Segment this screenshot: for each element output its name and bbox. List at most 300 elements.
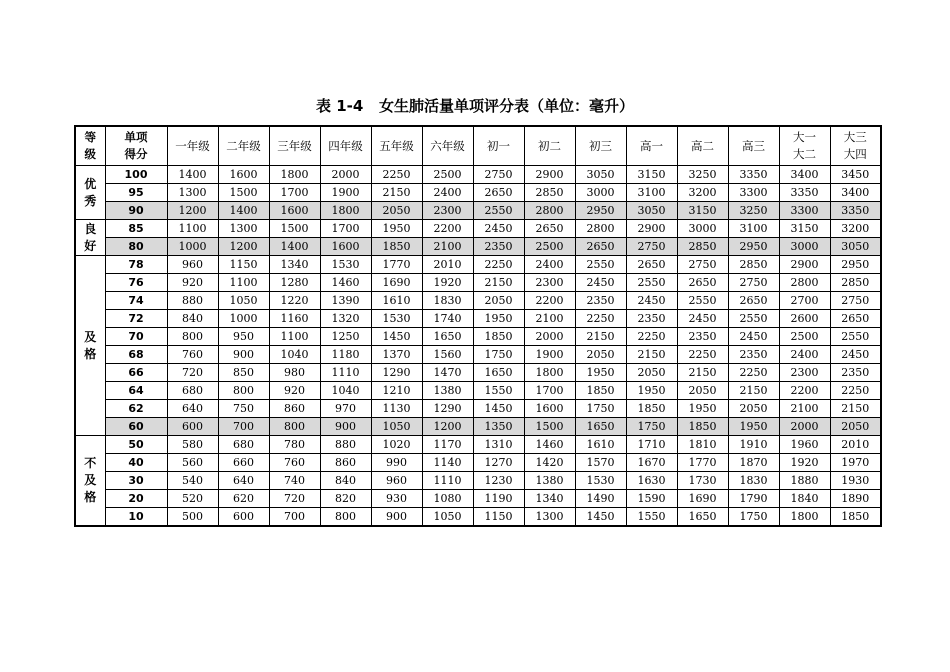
score-cell: 60 (105, 418, 167, 436)
column-header: 大一 大二 (779, 126, 830, 166)
value-cell: 3150 (626, 166, 677, 184)
value-cell: 1950 (728, 418, 779, 436)
value-cell: 2700 (779, 292, 830, 310)
value-cell: 750 (218, 400, 269, 418)
score-cell: 80 (105, 238, 167, 256)
column-header: 六年级 (422, 126, 473, 166)
value-cell: 2650 (575, 238, 626, 256)
value-cell: 3100 (728, 220, 779, 238)
table-row (75, 454, 881, 472)
page-title: 表 1-4 女生肺活量单项评分表（单位：毫升） (316, 97, 634, 115)
value-cell: 1040 (269, 346, 320, 364)
value-cell: 1110 (422, 472, 473, 490)
value-cell: 1130 (371, 400, 422, 418)
value-cell: 2000 (779, 418, 830, 436)
column-header: 二年级 (218, 126, 269, 166)
value-cell: 2300 (422, 202, 473, 220)
value-cell: 2250 (371, 166, 422, 184)
value-cell: 2800 (575, 220, 626, 238)
value-cell: 2050 (473, 292, 524, 310)
value-cell: 1850 (830, 508, 881, 527)
value-cell: 1950 (626, 382, 677, 400)
value-cell: 1810 (677, 436, 728, 454)
value-cell: 3000 (575, 184, 626, 202)
table-row (75, 364, 881, 382)
value-cell: 1790 (728, 490, 779, 508)
value-cell: 3250 (677, 166, 728, 184)
header-row (75, 126, 881, 166)
value-cell: 1910 (728, 436, 779, 454)
value-cell: 1380 (524, 472, 575, 490)
value-cell: 850 (218, 364, 269, 382)
value-cell: 1850 (371, 238, 422, 256)
value-cell: 1220 (269, 292, 320, 310)
value-cell: 2450 (473, 220, 524, 238)
value-cell: 2350 (830, 364, 881, 382)
value-cell: 760 (269, 454, 320, 472)
value-cell: 1890 (830, 490, 881, 508)
value-cell: 800 (218, 382, 269, 400)
value-cell: 820 (320, 490, 371, 508)
table-row (75, 400, 881, 418)
value-cell: 2000 (320, 166, 371, 184)
value-cell: 500 (167, 508, 218, 527)
value-cell: 3300 (779, 202, 830, 220)
table-row (75, 346, 881, 364)
value-cell: 1930 (830, 472, 881, 490)
value-cell: 700 (269, 508, 320, 527)
table-row (75, 436, 881, 454)
value-cell: 2850 (830, 274, 881, 292)
column-header: 初一 (473, 126, 524, 166)
value-cell: 740 (269, 472, 320, 490)
value-cell: 1450 (371, 328, 422, 346)
value-cell: 620 (218, 490, 269, 508)
value-cell: 680 (167, 382, 218, 400)
table-row (75, 274, 881, 292)
table-row (75, 202, 881, 220)
value-cell: 1080 (422, 490, 473, 508)
value-cell: 1800 (269, 166, 320, 184)
value-cell: 1850 (677, 418, 728, 436)
value-cell: 1380 (422, 382, 473, 400)
value-cell: 2300 (524, 274, 575, 292)
value-cell: 1630 (626, 472, 677, 490)
value-cell: 1100 (269, 328, 320, 346)
value-cell: 1730 (677, 472, 728, 490)
value-cell: 2950 (728, 238, 779, 256)
value-cell: 540 (167, 472, 218, 490)
value-cell: 1420 (524, 454, 575, 472)
value-cell: 1650 (677, 508, 728, 527)
value-cell: 2550 (575, 256, 626, 274)
value-cell: 920 (167, 274, 218, 292)
value-cell: 2050 (677, 382, 728, 400)
table-row (75, 292, 881, 310)
value-cell: 1020 (371, 436, 422, 454)
value-cell: 2450 (830, 346, 881, 364)
value-cell: 2250 (677, 346, 728, 364)
value-cell: 2800 (524, 202, 575, 220)
value-cell: 2150 (677, 364, 728, 382)
value-cell: 1900 (320, 184, 371, 202)
value-cell: 1900 (524, 346, 575, 364)
value-cell: 1650 (473, 364, 524, 382)
value-cell: 1200 (218, 238, 269, 256)
header-grade: 等 级 (75, 126, 105, 166)
value-cell: 1160 (269, 310, 320, 328)
value-cell: 2400 (524, 256, 575, 274)
value-cell: 1300 (167, 184, 218, 202)
value-cell: 880 (320, 436, 371, 454)
value-cell: 1870 (728, 454, 779, 472)
value-cell: 2050 (626, 364, 677, 382)
value-cell: 800 (269, 418, 320, 436)
value-cell: 1600 (269, 202, 320, 220)
value-cell: 2150 (473, 274, 524, 292)
value-cell: 3150 (677, 202, 728, 220)
value-cell: 2450 (626, 292, 677, 310)
column-header: 大三 大四 (830, 126, 881, 166)
value-cell: 2250 (575, 310, 626, 328)
value-cell: 640 (167, 400, 218, 418)
value-cell: 1530 (575, 472, 626, 490)
column-header: 高三 (728, 126, 779, 166)
value-cell: 3000 (779, 238, 830, 256)
table-row (75, 328, 881, 346)
value-cell: 800 (320, 508, 371, 527)
value-cell: 1040 (320, 382, 371, 400)
table-row (75, 472, 881, 490)
value-cell: 1000 (167, 238, 218, 256)
value-cell: 2850 (677, 238, 728, 256)
value-cell: 1200 (167, 202, 218, 220)
value-cell: 1230 (473, 472, 524, 490)
value-cell: 1700 (269, 184, 320, 202)
table-row (75, 238, 881, 256)
value-cell: 1950 (575, 364, 626, 382)
value-cell: 1050 (371, 418, 422, 436)
value-cell: 1800 (320, 202, 371, 220)
score-cell: 50 (105, 436, 167, 454)
value-cell: 1830 (728, 472, 779, 490)
value-cell: 2000 (524, 328, 575, 346)
table-row (75, 418, 881, 436)
value-cell: 930 (371, 490, 422, 508)
value-cell: 1750 (626, 418, 677, 436)
value-cell: 3050 (830, 238, 881, 256)
value-cell: 2650 (524, 220, 575, 238)
value-cell: 2100 (524, 310, 575, 328)
value-cell: 2750 (626, 238, 677, 256)
score-cell: 68 (105, 346, 167, 364)
value-cell: 1500 (218, 184, 269, 202)
value-cell: 2650 (830, 310, 881, 328)
value-cell: 1370 (371, 346, 422, 364)
value-cell: 1490 (575, 490, 626, 508)
value-cell: 2950 (575, 202, 626, 220)
score-cell: 78 (105, 256, 167, 274)
value-cell: 2550 (473, 202, 524, 220)
value-cell: 2900 (779, 256, 830, 274)
value-cell: 2250 (473, 256, 524, 274)
score-cell: 72 (105, 310, 167, 328)
value-cell: 2550 (626, 274, 677, 292)
table-row (75, 508, 881, 527)
score-cell: 95 (105, 184, 167, 202)
value-cell: 2850 (524, 184, 575, 202)
value-cell: 1450 (575, 508, 626, 527)
value-cell: 2750 (830, 292, 881, 310)
score-cell: 90 (105, 202, 167, 220)
value-cell: 1290 (422, 400, 473, 418)
value-cell: 1590 (626, 490, 677, 508)
value-cell: 1610 (371, 292, 422, 310)
score-table (74, 125, 882, 527)
value-cell: 1280 (269, 274, 320, 292)
value-cell: 2550 (830, 328, 881, 346)
value-cell: 1180 (320, 346, 371, 364)
value-cell: 1600 (320, 238, 371, 256)
value-cell: 2100 (422, 238, 473, 256)
value-cell: 1300 (218, 220, 269, 238)
value-cell: 1400 (167, 166, 218, 184)
value-cell: 1970 (830, 454, 881, 472)
score-cell: 85 (105, 220, 167, 238)
value-cell: 2500 (524, 238, 575, 256)
value-cell: 1950 (473, 310, 524, 328)
value-cell: 1390 (320, 292, 371, 310)
value-cell: 3450 (830, 166, 881, 184)
value-cell: 1600 (524, 400, 575, 418)
value-cell: 920 (269, 382, 320, 400)
value-cell: 1100 (218, 274, 269, 292)
value-cell: 2050 (575, 346, 626, 364)
value-cell: 2800 (779, 274, 830, 292)
value-cell: 660 (218, 454, 269, 472)
value-cell: 1850 (473, 328, 524, 346)
value-cell: 960 (371, 472, 422, 490)
value-cell: 1200 (422, 418, 473, 436)
value-cell: 680 (218, 436, 269, 454)
value-cell: 1460 (320, 274, 371, 292)
value-cell: 950 (218, 328, 269, 346)
table-body (75, 166, 881, 527)
value-cell: 1500 (269, 220, 320, 238)
value-cell: 640 (218, 472, 269, 490)
column-header: 一年级 (167, 126, 218, 166)
value-cell: 1920 (422, 274, 473, 292)
grade-cell: 及 格 (75, 256, 105, 436)
value-cell: 1530 (320, 256, 371, 274)
value-cell: 1840 (779, 490, 830, 508)
value-cell: 1150 (473, 508, 524, 527)
value-cell: 2900 (524, 166, 575, 184)
value-cell: 1960 (779, 436, 830, 454)
score-cell: 40 (105, 454, 167, 472)
value-cell: 1560 (422, 346, 473, 364)
value-cell: 900 (218, 346, 269, 364)
value-cell: 2850 (728, 256, 779, 274)
value-cell: 1920 (779, 454, 830, 472)
value-cell: 900 (371, 508, 422, 527)
value-cell: 2150 (626, 346, 677, 364)
value-cell: 720 (269, 490, 320, 508)
value-cell: 2650 (473, 184, 524, 202)
value-cell: 2350 (626, 310, 677, 328)
value-cell: 2250 (728, 364, 779, 382)
value-cell: 1650 (575, 418, 626, 436)
value-cell: 1830 (422, 292, 473, 310)
value-cell: 880 (167, 292, 218, 310)
value-cell: 2350 (677, 328, 728, 346)
column-header: 初二 (524, 126, 575, 166)
value-cell: 600 (167, 418, 218, 436)
value-cell: 1250 (320, 328, 371, 346)
value-cell: 2550 (728, 310, 779, 328)
value-cell: 1190 (473, 490, 524, 508)
table-row (75, 184, 881, 202)
grade-cell: 不 及 格 (75, 436, 105, 527)
grade-cell: 优 秀 (75, 166, 105, 220)
value-cell: 1000 (218, 310, 269, 328)
value-cell: 1050 (422, 508, 473, 527)
value-cell: 560 (167, 454, 218, 472)
value-cell: 1050 (218, 292, 269, 310)
value-cell: 1570 (575, 454, 626, 472)
table-row (75, 166, 881, 184)
value-cell: 1690 (371, 274, 422, 292)
value-cell: 3050 (575, 166, 626, 184)
value-cell: 2050 (728, 400, 779, 418)
value-cell: 2350 (575, 292, 626, 310)
value-cell: 3350 (830, 202, 881, 220)
value-cell: 700 (218, 418, 269, 436)
value-cell: 1700 (524, 382, 575, 400)
score-cell: 10 (105, 508, 167, 527)
value-cell: 1770 (677, 454, 728, 472)
value-cell: 2350 (473, 238, 524, 256)
value-cell: 1800 (524, 364, 575, 382)
score-cell: 74 (105, 292, 167, 310)
value-cell: 2450 (728, 328, 779, 346)
value-cell: 1400 (269, 238, 320, 256)
value-cell: 1850 (575, 382, 626, 400)
value-cell: 3300 (728, 184, 779, 202)
value-cell: 2300 (779, 364, 830, 382)
value-cell: 2150 (371, 184, 422, 202)
score-cell: 64 (105, 382, 167, 400)
value-cell: 1800 (779, 508, 830, 527)
value-cell: 2400 (779, 346, 830, 364)
value-cell: 1550 (473, 382, 524, 400)
column-header: 三年级 (269, 126, 320, 166)
value-cell: 1350 (473, 418, 524, 436)
value-cell: 990 (371, 454, 422, 472)
value-cell: 2750 (728, 274, 779, 292)
value-cell: 2150 (830, 400, 881, 418)
value-cell: 1770 (371, 256, 422, 274)
value-cell: 1700 (320, 220, 371, 238)
value-cell: 1650 (422, 328, 473, 346)
value-cell: 2150 (575, 328, 626, 346)
value-cell: 1450 (473, 400, 524, 418)
table-row (75, 256, 881, 274)
header-score: 单项 得分 (105, 126, 167, 166)
table-header (75, 126, 881, 166)
value-cell: 1310 (473, 436, 524, 454)
value-cell: 3250 (728, 202, 779, 220)
value-cell: 1610 (575, 436, 626, 454)
value-cell: 760 (167, 346, 218, 364)
score-cell: 66 (105, 364, 167, 382)
value-cell: 840 (320, 472, 371, 490)
column-header: 五年级 (371, 126, 422, 166)
value-cell: 1400 (218, 202, 269, 220)
value-cell: 1750 (575, 400, 626, 418)
value-cell: 1170 (422, 436, 473, 454)
value-cell: 3000 (677, 220, 728, 238)
grade-cell: 良 好 (75, 220, 105, 256)
table-row (75, 490, 881, 508)
value-cell: 2350 (728, 346, 779, 364)
value-cell: 1140 (422, 454, 473, 472)
value-cell: 1210 (371, 382, 422, 400)
table-row (75, 382, 881, 400)
value-cell: 1470 (422, 364, 473, 382)
value-cell: 2450 (677, 310, 728, 328)
value-cell: 800 (167, 328, 218, 346)
value-cell: 1150 (218, 256, 269, 274)
value-cell: 2100 (779, 400, 830, 418)
value-cell: 2200 (524, 292, 575, 310)
value-cell: 2900 (626, 220, 677, 238)
value-cell: 600 (218, 508, 269, 527)
value-cell: 960 (167, 256, 218, 274)
value-cell: 3350 (779, 184, 830, 202)
value-cell: 980 (269, 364, 320, 382)
value-cell: 1340 (524, 490, 575, 508)
score-cell: 20 (105, 490, 167, 508)
value-cell: 1500 (524, 418, 575, 436)
value-cell: 840 (167, 310, 218, 328)
value-cell: 520 (167, 490, 218, 508)
value-cell: 2500 (779, 328, 830, 346)
value-cell: 1270 (473, 454, 524, 472)
value-cell: 900 (320, 418, 371, 436)
value-cell: 1950 (371, 220, 422, 238)
value-cell: 860 (269, 400, 320, 418)
value-cell: 2400 (422, 184, 473, 202)
value-cell: 2150 (728, 382, 779, 400)
value-cell: 2650 (626, 256, 677, 274)
value-cell: 1300 (524, 508, 575, 527)
value-cell: 2550 (677, 292, 728, 310)
value-cell: 2650 (677, 274, 728, 292)
value-cell: 2250 (830, 382, 881, 400)
value-cell: 1100 (167, 220, 218, 238)
value-cell: 2050 (371, 202, 422, 220)
value-cell: 1320 (320, 310, 371, 328)
column-header: 高二 (677, 126, 728, 166)
score-cell: 30 (105, 472, 167, 490)
score-cell: 70 (105, 328, 167, 346)
value-cell: 1340 (269, 256, 320, 274)
value-cell: 3150 (779, 220, 830, 238)
value-cell: 2200 (422, 220, 473, 238)
score-cell: 62 (105, 400, 167, 418)
value-cell: 2450 (575, 274, 626, 292)
